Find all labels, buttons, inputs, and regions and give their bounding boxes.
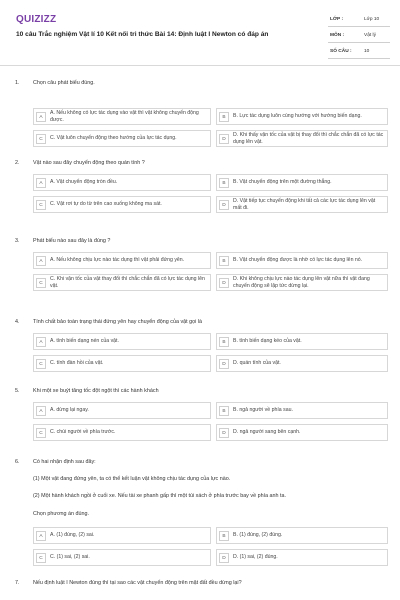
question-text: Nếu định luật I Newton đúng thì tại sao các vật chuyển động trên mặt đất đều dừng lại? bbox=[33, 580, 242, 586]
meta-value: Lớp 10 bbox=[364, 17, 380, 22]
question-text: Phát biểu nào sau đây là đúng ? bbox=[33, 238, 111, 244]
option-d[interactable] bbox=[216, 424, 388, 441]
option-c[interactable] bbox=[33, 424, 211, 441]
option-b[interactable] bbox=[216, 252, 388, 269]
meta-label: MÔN : bbox=[330, 33, 345, 38]
option-text: D. Khi không chịu lực nào tác dụng lên vật nữa thì vật đang chuyển động sẽ lập tức dừng lại. bbox=[233, 276, 370, 289]
answer-instruction: Chọn phương án đúng. bbox=[33, 511, 90, 517]
option-text: C. Vật luôn chuyển động theo hướng của lực tác dụng. bbox=[50, 135, 177, 142]
option-text: A. Nếu không chịu lực nào tác dụng thì vật phải đứng yên. bbox=[50, 257, 185, 264]
question-number: 1. bbox=[15, 80, 20, 86]
option-letter: A bbox=[36, 256, 46, 266]
option-letter: A bbox=[36, 112, 46, 122]
option-text: D. (1) sai, (2) đúng. bbox=[233, 554, 278, 561]
meta-row-class bbox=[328, 13, 390, 27]
document-header bbox=[0, 0, 400, 66]
option-letter: D bbox=[219, 428, 229, 438]
option-letter: B bbox=[219, 178, 229, 188]
option-letter: D bbox=[219, 134, 229, 144]
option-text: A. tính biến dạng nén của vật. bbox=[50, 338, 119, 345]
option-text: A. (1) đúng, (2) sai. bbox=[50, 532, 95, 539]
option-text: C. (1) sai, (2) sai. bbox=[50, 554, 90, 561]
option-a[interactable] bbox=[33, 402, 211, 419]
option-text: B. Vật chuyển động được là nhờ có lực tác dụng lên nó. bbox=[233, 257, 363, 264]
option-letter: A bbox=[36, 531, 46, 541]
option-c[interactable] bbox=[33, 355, 211, 372]
question-text: Vật nào sau đây chuyển động theo quán tính ? bbox=[33, 160, 145, 166]
option-d[interactable] bbox=[216, 130, 388, 147]
question-number: 7. bbox=[15, 580, 20, 586]
option-a[interactable] bbox=[33, 108, 211, 125]
option-c[interactable] bbox=[33, 130, 211, 147]
option-c[interactable] bbox=[33, 274, 211, 291]
option-text: A. Vật chuyển động tròn đều. bbox=[50, 179, 118, 186]
option-text: C. chúi người về phía trước. bbox=[50, 429, 116, 436]
option-text: C. Vật rơi tự do từ trên cao xuống không ma sát. bbox=[50, 201, 162, 208]
option-a[interactable] bbox=[33, 333, 211, 350]
question-text: Khi một xe buýt tăng tốc đột ngột thì các hành khách bbox=[33, 388, 159, 394]
option-letter: A bbox=[36, 178, 46, 188]
option-a[interactable] bbox=[33, 527, 211, 544]
option-letter: C bbox=[36, 428, 46, 438]
question-number: 6. bbox=[15, 459, 20, 465]
meta-label: SỐ CÂU : bbox=[330, 49, 352, 54]
option-text: D. ngả người sang bên cạnh. bbox=[233, 429, 301, 436]
option-text: D. quán tính của vật. bbox=[233, 360, 281, 367]
option-letter: D bbox=[219, 553, 229, 563]
option-letter: A bbox=[36, 406, 46, 416]
question-text: Tính chất bảo toàn trạng thái đứng yên hay chuyển động của vật gọi là bbox=[33, 319, 203, 325]
question-text: Có hai nhận định sau đây: bbox=[33, 459, 96, 465]
option-d[interactable] bbox=[216, 196, 388, 213]
option-letter: B bbox=[219, 531, 229, 541]
meta-row-subject bbox=[328, 29, 390, 43]
question-text: Chọn câu phát biểu đúng. bbox=[33, 80, 95, 86]
meta-row-count bbox=[328, 45, 390, 59]
question-number: 2. bbox=[15, 160, 20, 166]
option-c[interactable] bbox=[33, 549, 211, 566]
option-letter: D bbox=[219, 200, 229, 210]
option-letter: B bbox=[219, 112, 229, 122]
option-text: B. (1) đúng, (2) đúng. bbox=[233, 532, 283, 539]
meta-label: LỚP : bbox=[330, 17, 344, 22]
meta-value: Vật lý bbox=[364, 33, 376, 38]
option-a[interactable] bbox=[33, 174, 211, 191]
option-a[interactable] bbox=[33, 252, 211, 269]
option-text: B. tính biến dạng kéo của vật. bbox=[233, 338, 302, 345]
option-text: A. dừng lại ngay. bbox=[50, 407, 89, 414]
meta-value: 10 bbox=[364, 49, 370, 54]
option-b[interactable] bbox=[216, 108, 388, 125]
quizizz-logo: QUIZIZZ bbox=[16, 14, 57, 25]
option-text: B. Lực tác dụng luôn cùng hướng với hướng biến dạng. bbox=[233, 113, 362, 120]
option-letter: D bbox=[219, 359, 229, 369]
option-b[interactable] bbox=[216, 527, 388, 544]
option-d[interactable] bbox=[216, 355, 388, 372]
option-letter: D bbox=[219, 278, 229, 288]
option-text: B. Vật chuyển động trên một đường thẳng. bbox=[233, 179, 332, 186]
option-letter: B bbox=[219, 337, 229, 347]
option-b[interactable] bbox=[216, 333, 388, 350]
option-letter: C bbox=[36, 278, 46, 288]
option-letter: C bbox=[36, 553, 46, 563]
option-letter: C bbox=[36, 359, 46, 369]
option-letter: B bbox=[219, 256, 229, 266]
statement-1: (1) Một vật đang đứng yên, ta có thể kết luận vật không chịu tác dụng của lực nào. bbox=[33, 476, 231, 482]
page-title: 10 câu Trắc nghiệm Vật lí 10 Kết nối tri thức Bài 14: Định luật I Newton có đáp án bbox=[16, 31, 269, 38]
option-d[interactable] bbox=[216, 549, 388, 566]
option-text: A. Nếu không có lực tác dụng vào vật thì vật không chuyển động được. bbox=[50, 110, 199, 123]
statement-2: (2) Một hành khách ngồi ở cuối xe. Nếu tài xe phanh gấp thì một túi xách ở phía trước bay về phía anh ta. bbox=[33, 493, 287, 499]
question-number: 3. bbox=[15, 238, 20, 244]
option-text: D. Khi thấy vận tốc của vật bị thay đổi thì chắc chắn đã có lực tác dụng lên vật. bbox=[233, 132, 384, 145]
question-number: 5. bbox=[15, 388, 20, 394]
option-d[interactable] bbox=[216, 274, 388, 291]
meta-info bbox=[328, 13, 390, 61]
option-letter: C bbox=[36, 200, 46, 210]
option-b[interactable] bbox=[216, 402, 388, 419]
option-text: C. tính đàn hồi của vật. bbox=[50, 360, 104, 367]
option-text: C. Khi vận tốc của vật thay đổi thì chắc chắn đã có lực tác dụng lên vật. bbox=[50, 276, 205, 289]
option-c[interactable] bbox=[33, 196, 211, 213]
option-text: D. Vật tiếp tục chuyển động khi tất cả các lực tác dụng lên vật mất đi. bbox=[233, 198, 376, 211]
option-letter: A bbox=[36, 337, 46, 347]
option-letter: C bbox=[36, 134, 46, 144]
option-text: B. ngả người về phía sau. bbox=[233, 407, 293, 414]
option-letter: B bbox=[219, 406, 229, 416]
question-number: 4. bbox=[15, 319, 20, 325]
option-b[interactable] bbox=[216, 174, 388, 191]
